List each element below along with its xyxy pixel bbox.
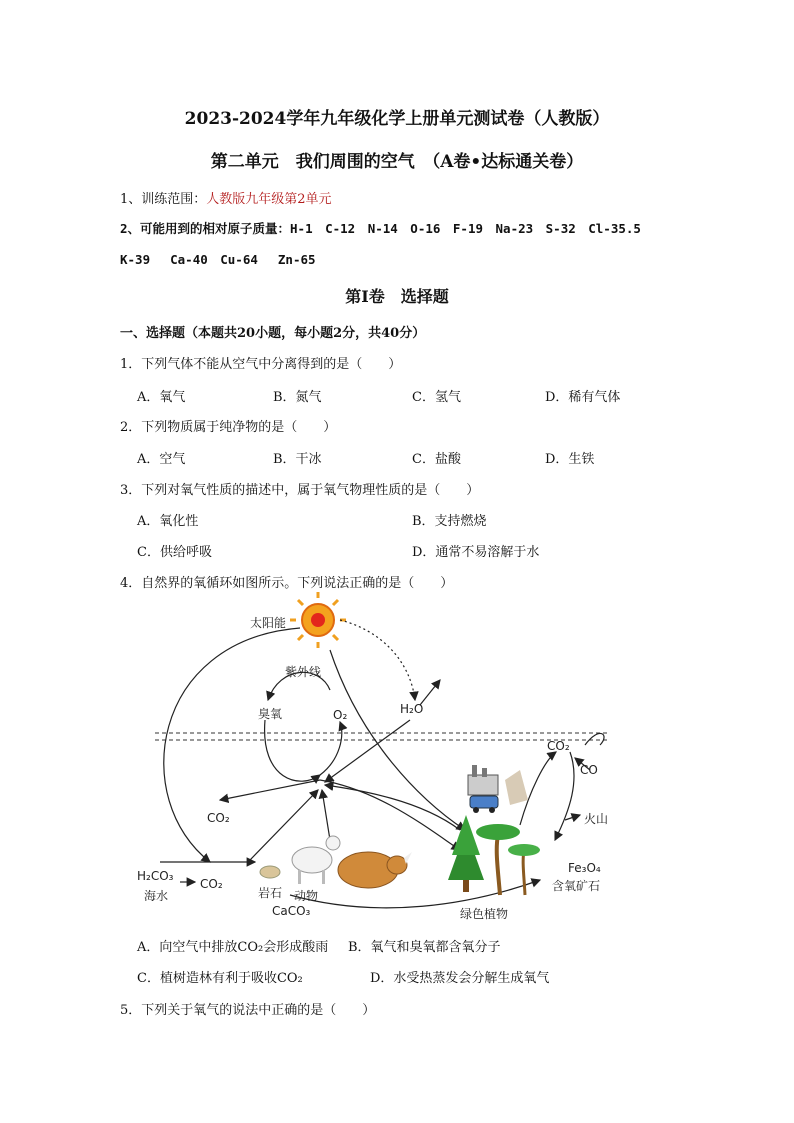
question-4-option-b[interactable]: B．氧气和臭氧都含氧分子: [348, 940, 501, 955]
green-plants-icon: [448, 815, 540, 895]
label-co2-left: CO₂: [207, 811, 230, 825]
label-caco3: CaCO₃: [272, 904, 311, 918]
label-oxide-ore: 含氧矿石: [552, 879, 601, 893]
factory-car-icon: [468, 765, 528, 813]
question-3-option-a[interactable]: A．氧化性: [137, 514, 199, 529]
question-2-stem: 2．下列物质属于纯净物的是（ ）: [120, 420, 337, 435]
paper-subtitle: 第二单元 我们周围的空气 （A卷•达标通关卷）: [210, 152, 584, 172]
sun-icon: [290, 592, 346, 648]
training-range-label: 1、训练范围：: [120, 192, 207, 207]
label-ultraviolet: 紫外线: [285, 665, 322, 679]
section-title: 第Ⅰ卷 选择题: [345, 287, 449, 306]
question-2-option-d[interactable]: D．生铁: [545, 452, 595, 467]
question-3-option-d[interactable]: D．通常不易溶解于水: [412, 545, 540, 560]
label-co: CO: [580, 763, 598, 777]
training-range-value: 人教版九年级第2单元: [206, 192, 332, 207]
label-ozone: 臭氧: [258, 707, 283, 721]
question-4-option-a[interactable]: A．向空气中排放CO₂会形成酸雨: [137, 940, 329, 955]
label-seawater: 海水: [144, 889, 169, 903]
label-o2: O₂: [333, 708, 348, 722]
question-2-option-b[interactable]: B．干冰: [273, 452, 322, 467]
question-3-option-c[interactable]: C．供给呼吸: [137, 545, 212, 560]
paper-title: 2023-2024学年九年级化学上册单元测试卷（人教版）: [184, 109, 610, 129]
question-4-stem: 4．自然界的氧循环如图所示。下列说法正确的是（ ）: [120, 576, 454, 591]
atomic-masses-line2: K-39 Ca-40 Cu-64 Zn-65: [120, 252, 316, 267]
question-1-option-a[interactable]: A．氧气: [137, 390, 186, 405]
label-h2o: H₂O: [400, 702, 424, 716]
question-1-option-c[interactable]: C．氢气: [412, 390, 461, 405]
question-3-option-b[interactable]: B．支持燃烧: [412, 514, 487, 529]
question-1-stem: 1．下列气体不能从空气中分离得到的是（ ）: [120, 357, 402, 372]
label-co2-sea: CO₂: [200, 877, 223, 891]
label-volcano: 火山: [584, 812, 609, 826]
label-fe3o4: Fe₃O₄: [568, 861, 601, 875]
question-1-option-b[interactable]: B．氮气: [273, 390, 322, 405]
label-rock: 岩石: [258, 886, 283, 900]
rhino-icon: [338, 852, 412, 888]
goat-icon: [292, 836, 340, 884]
question-2-option-c[interactable]: C．盐酸: [412, 452, 461, 467]
label-green-plants: 绿色植物: [460, 907, 509, 921]
label-solar-energy: 太阳能: [250, 616, 287, 630]
label-co2-top: CO₂: [547, 739, 570, 753]
question-4-option-c[interactable]: C．植树造林有利于吸收CO₂: [137, 971, 303, 986]
question-3-stem: 3．下列对氧气性质的描述中，属于氧气物理性质的是（ ）: [120, 483, 480, 498]
question-5-stem: 5．下列关于氧气的说法中正确的是（ ）: [120, 1003, 376, 1018]
question-4-option-d[interactable]: D．水受热蒸发会分解生成氧气: [370, 971, 550, 986]
label-h2co3: H₂CO₃: [137, 869, 174, 883]
section-instructions: 一、选择题（本题共20小题，每小题2分，共40分）: [120, 326, 426, 341]
label-animal: 动物: [294, 889, 319, 903]
question-2-option-a[interactable]: A．空气: [137, 452, 186, 467]
question-1-option-d[interactable]: D．稀有气体: [545, 390, 621, 405]
atomic-masses-line1: 2、可能用到的相对原子质量：H-1 C-12 N-14 O-16 F-19 Na-23 S-32 Cl-35.5: [120, 221, 641, 236]
